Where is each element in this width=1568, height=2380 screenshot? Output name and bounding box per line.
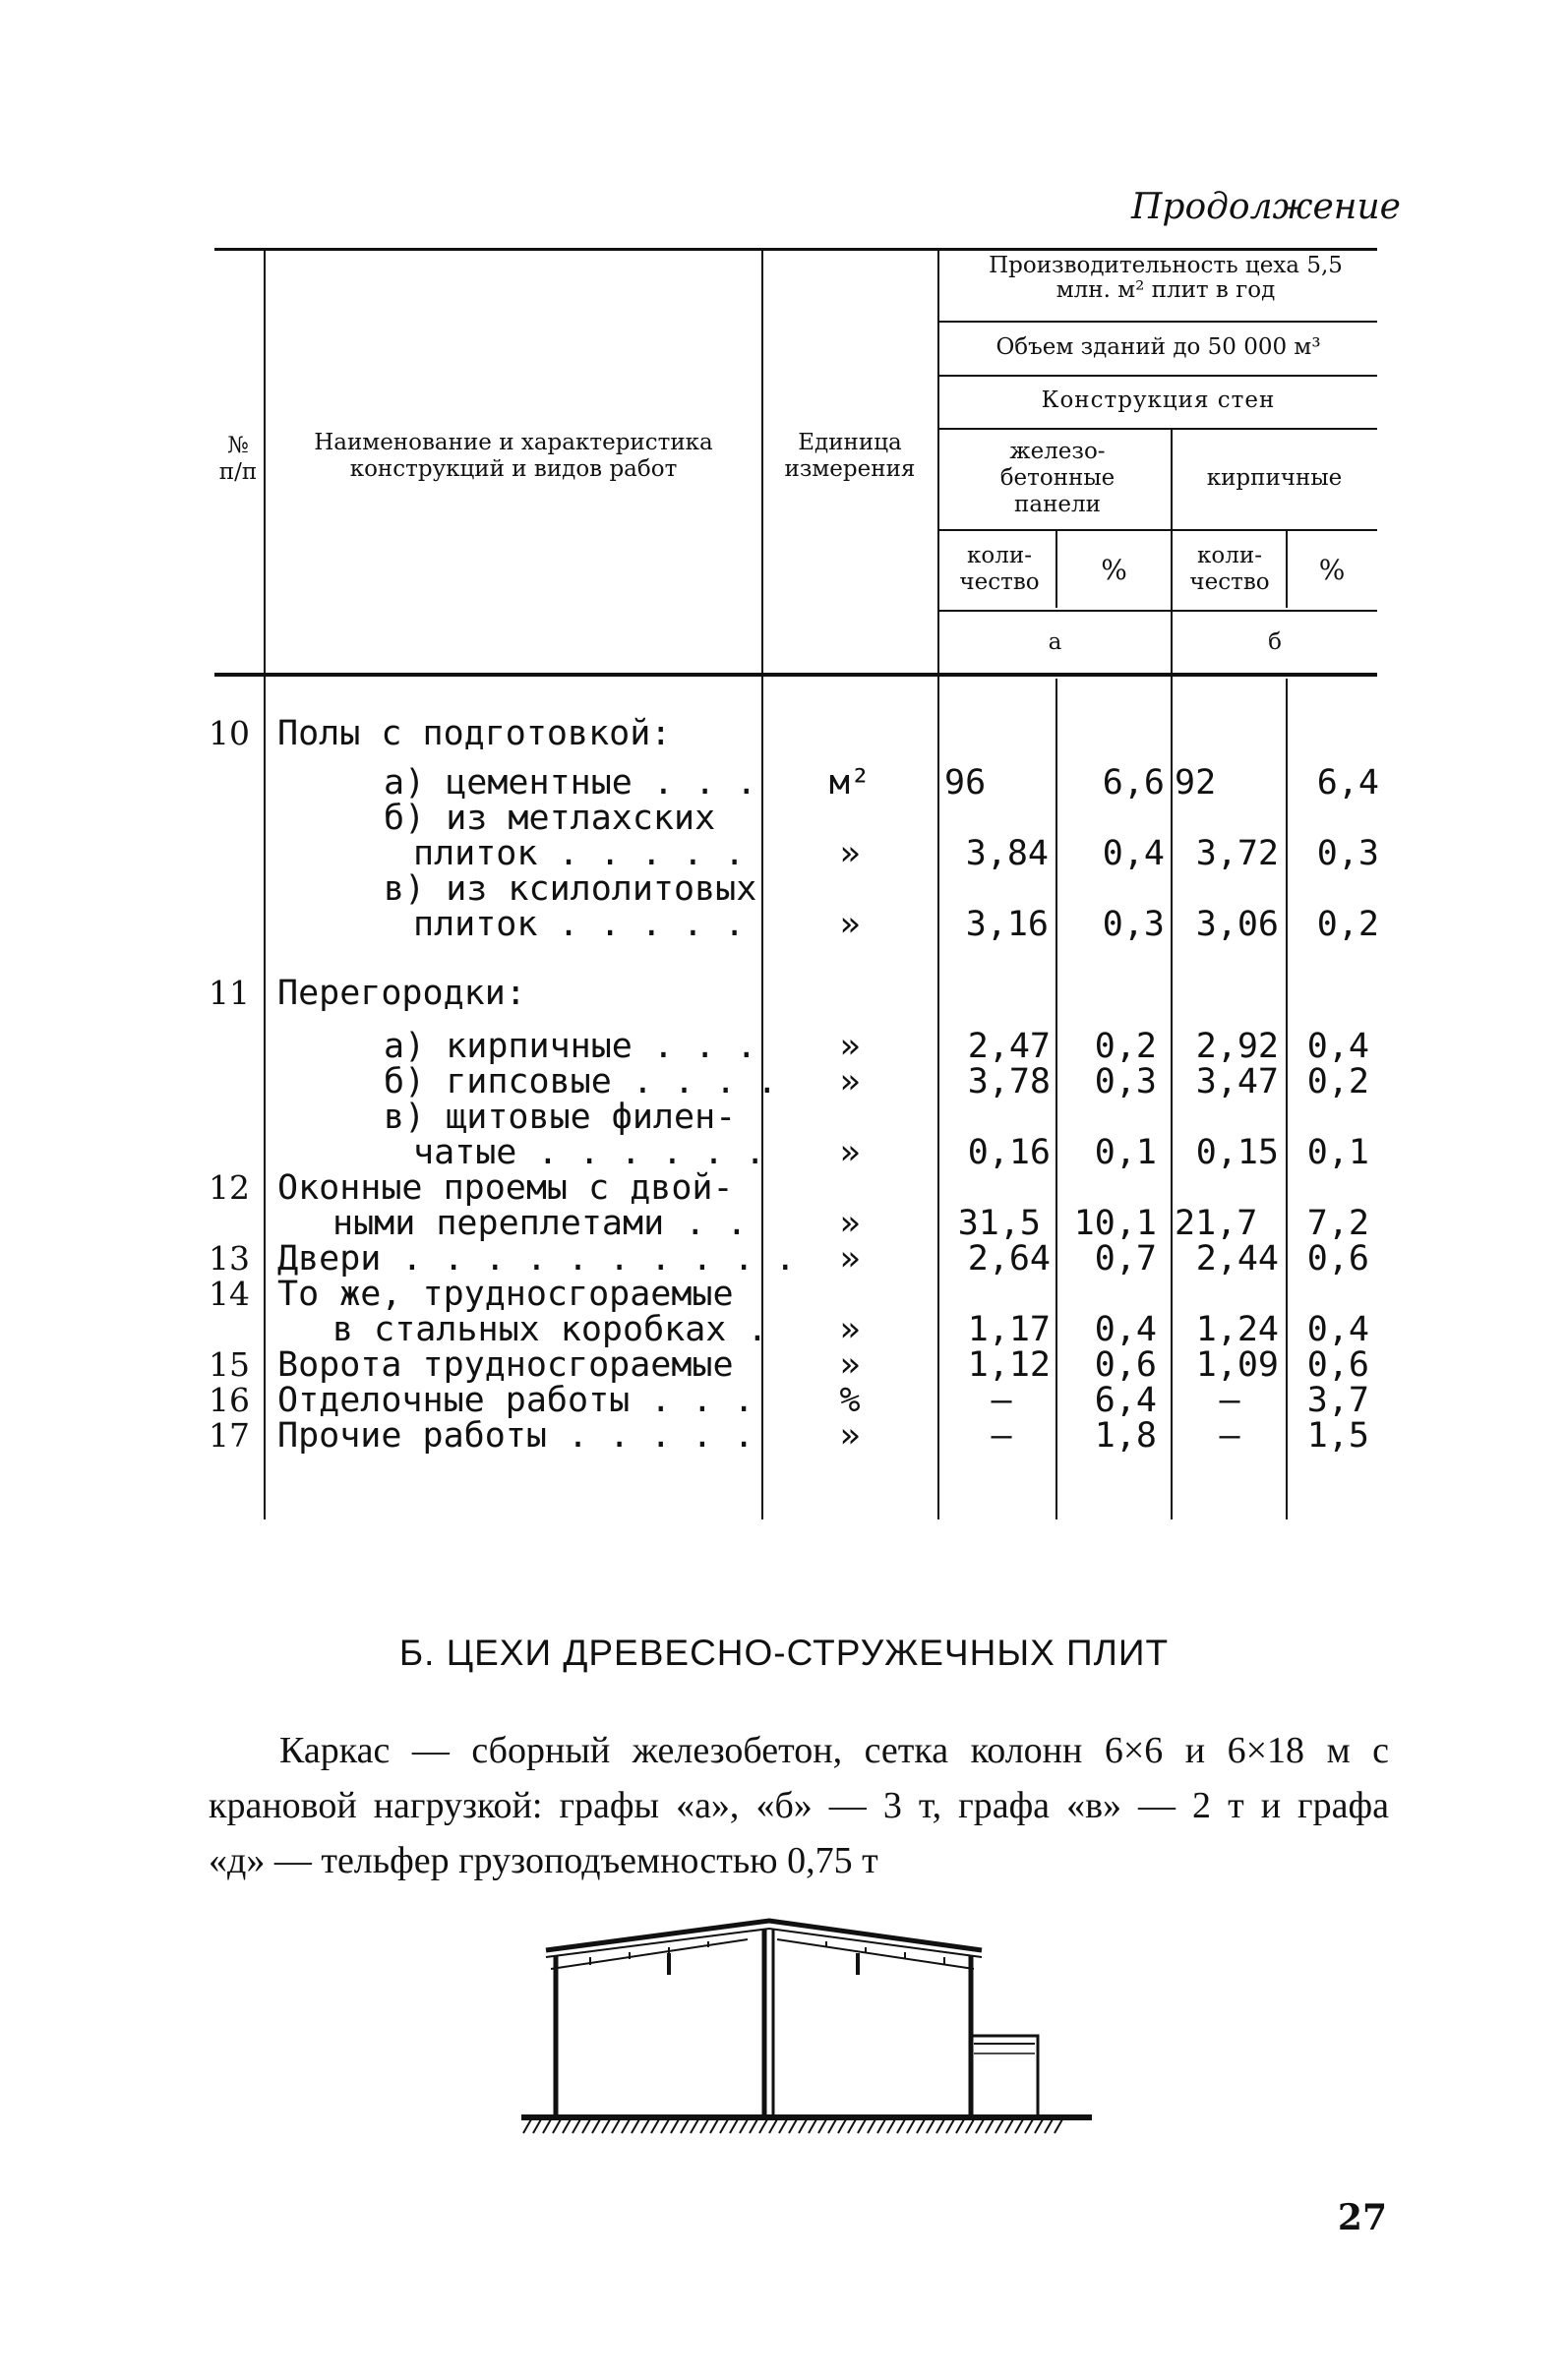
qty-a: 31,5 <box>957 1204 1041 1243</box>
pct-a: 0,4 <box>1102 834 1165 873</box>
header-col-unit: Единица измерения <box>784 430 916 482</box>
annex <box>971 2036 1038 2116</box>
header-qty-a: коли-чество <box>959 543 1040 595</box>
header-productivity: Производительность цеха 5,5 млн. м² плит в год <box>989 253 1343 303</box>
row-number: 10 <box>209 714 250 752</box>
qty-a: 3,84 <box>965 834 1049 873</box>
pct-b: 6,4 <box>1316 763 1379 803</box>
header-rule-1 <box>939 321 1377 323</box>
row-name: ными переплетами . . <box>332 1204 748 1243</box>
row-unit: » <box>839 1345 861 1385</box>
paragraph-line-2: крановой нагрузкой: графы «а», «б» — 3 т, графа «в» — 2 т и графа <box>209 1785 1389 1826</box>
row-unit: % <box>839 1381 861 1420</box>
row-number: 15 <box>209 1345 250 1384</box>
row-unit: » <box>839 1416 861 1456</box>
header-rule-3 <box>939 428 1377 430</box>
header-rule-2 <box>939 375 1377 377</box>
row-name: Перегородки: <box>277 974 526 1013</box>
qty-b: 1,09 <box>1195 1345 1279 1385</box>
pct-a: 6,4 <box>1094 1381 1157 1420</box>
row-number: 14 <box>209 1275 250 1313</box>
row-name: Двери . . . . . . . . . . <box>277 1239 796 1279</box>
row-name: Оконные проемы с двой- <box>277 1168 734 1208</box>
row-unit: » <box>839 905 861 944</box>
row-name: Полы с подготовкой: <box>277 714 672 753</box>
row-unit: » <box>839 834 861 873</box>
table-header-rule <box>214 673 1377 677</box>
qty-a: 2,47 <box>967 1027 1051 1066</box>
row-name: плиток . . . . . <box>413 834 746 873</box>
vrule-unit <box>937 251 939 1519</box>
pct-a: 0,2 <box>1094 1027 1157 1066</box>
qty-a: 1,17 <box>967 1310 1051 1349</box>
pct-a: 6,6 <box>1102 763 1165 803</box>
pct-a: 0,3 <box>1102 905 1165 944</box>
row-name: Отделочные работы . . . <box>277 1381 754 1420</box>
qty-b: 3,06 <box>1195 905 1279 944</box>
row-unit: » <box>839 1239 861 1279</box>
qty-b: 2,44 <box>1195 1239 1279 1279</box>
row-name: плиток . . . . . <box>413 905 746 944</box>
pct-b: 3,7 <box>1306 1381 1369 1420</box>
qty-b: — <box>1219 1381 1240 1420</box>
paragraph-line-1: Каркас — сборный железобетон, сетка колонн 6×6 и 6×18 м с <box>279 1730 1389 1771</box>
pct-a: 10,1 <box>1073 1204 1157 1243</box>
pct-a: 0,4 <box>1094 1310 1157 1349</box>
row-name: Ворота трудносгораемые <box>277 1345 734 1385</box>
pct-b: 7,2 <box>1306 1204 1369 1243</box>
header-qty-b: коли-чество <box>1189 543 1270 595</box>
qty-b: 2,92 <box>1195 1027 1279 1066</box>
qty-b: 0,15 <box>1195 1133 1279 1172</box>
pct-a: 0,6 <box>1094 1345 1157 1385</box>
qty-a: 1,12 <box>967 1345 1051 1385</box>
row-name: б) гипсовые . . . . <box>384 1062 778 1101</box>
pct-b: 1,5 <box>1306 1416 1369 1456</box>
qty-a: 3,78 <box>967 1062 1051 1101</box>
pct-b: 0,6 <box>1306 1239 1369 1279</box>
row-number: 13 <box>209 1239 250 1278</box>
qty-b: — <box>1219 1416 1240 1456</box>
header-walls: Конструкция стен <box>1041 387 1276 413</box>
qty-a: 3,16 <box>965 905 1049 944</box>
qty-a: 2,64 <box>967 1239 1051 1279</box>
header-sub-b: б <box>1268 629 1282 655</box>
vrule-b-pct <box>1286 679 1288 1519</box>
row-name: То же, трудносгораемые <box>277 1275 734 1314</box>
pct-b: 0,2 <box>1306 1062 1369 1101</box>
row-name: б) из метлахских <box>384 799 716 838</box>
page-number: 27 <box>1337 2197 1387 2238</box>
row-number: 12 <box>209 1168 250 1207</box>
qty-b: 92 <box>1175 763 1217 803</box>
header-sub-a: а <box>1048 629 1062 655</box>
row-name: чатые . . . . . . <box>413 1133 766 1172</box>
row-number: 16 <box>209 1381 250 1419</box>
ground-hatching <box>523 2119 1062 2133</box>
row-unit: » <box>839 1027 861 1066</box>
qty-b: 1,24 <box>1195 1310 1279 1349</box>
row-name: в) из ксилолитовых <box>384 869 757 909</box>
header-pct-b: % <box>1318 554 1346 586</box>
section-title: Б. ЦЕХИ ДРЕВЕСНО-СТРУЖЕЧНЫХ ПЛИТ <box>398 1633 1170 1673</box>
header-rule-4 <box>939 529 1377 531</box>
pct-b: 0,4 <box>1306 1310 1369 1349</box>
continuation-label: Продолжение <box>1131 187 1401 227</box>
table-top-rule <box>214 248 1377 251</box>
row-unit: » <box>839 1062 861 1101</box>
pct-a: 1,8 <box>1094 1416 1157 1456</box>
row-unit: » <box>839 1133 861 1172</box>
pct-b: 0,4 <box>1306 1027 1369 1066</box>
header-col-name: Наименование и характеристика конструкций и видов работ <box>314 430 713 482</box>
header-pct-a: % <box>1101 554 1127 586</box>
pct-b: 0,6 <box>1306 1345 1369 1385</box>
row-name: а) кирпичные . . . <box>384 1027 757 1066</box>
header-wall-b: кирпичные <box>1206 465 1343 491</box>
qty-b: 21,7 <box>1175 1204 1258 1243</box>
pct-b: 0,3 <box>1316 834 1379 873</box>
header-volume: Объем зданий до 50 000 м³ <box>995 334 1321 360</box>
row-unit: » <box>839 1310 861 1349</box>
header-wall-a: железо-бетонные панели <box>999 439 1116 517</box>
row-number: 11 <box>209 974 250 1012</box>
vrule-num <box>264 251 266 1519</box>
qty-b: 3,72 <box>1195 834 1279 873</box>
header-rule-5 <box>939 610 1377 612</box>
pct-b: 0,1 <box>1306 1133 1369 1172</box>
paragraph-line-3: «д» — тельфер грузоподъемностью 0,75 т <box>209 1840 878 1881</box>
header-col-num: № п/п <box>218 433 258 485</box>
pct-a: 0,3 <box>1094 1062 1157 1101</box>
row-name: в) щитовые филен- <box>384 1098 737 1137</box>
row-name: в стальных коробках . <box>332 1310 768 1349</box>
row-unit: м² <box>828 763 872 803</box>
row-name: а) цементные . . . <box>384 763 757 803</box>
vrule-a-pct <box>1055 679 1057 1519</box>
qty-a: — <box>991 1416 1012 1456</box>
qty-a: 96 <box>944 763 987 803</box>
building-section-illustration <box>512 1908 1102 2139</box>
row-number: 17 <box>209 1416 250 1455</box>
row-unit: » <box>839 1204 861 1243</box>
qty-a: — <box>991 1381 1012 1420</box>
pct-a: 0,1 <box>1094 1133 1157 1172</box>
row-name: Прочие работы . . . . . <box>277 1416 754 1456</box>
qty-b: 3,47 <box>1195 1062 1279 1101</box>
pct-b: 0,2 <box>1316 905 1379 944</box>
qty-a: 0,16 <box>967 1133 1051 1172</box>
pct-a: 0,7 <box>1094 1239 1157 1279</box>
